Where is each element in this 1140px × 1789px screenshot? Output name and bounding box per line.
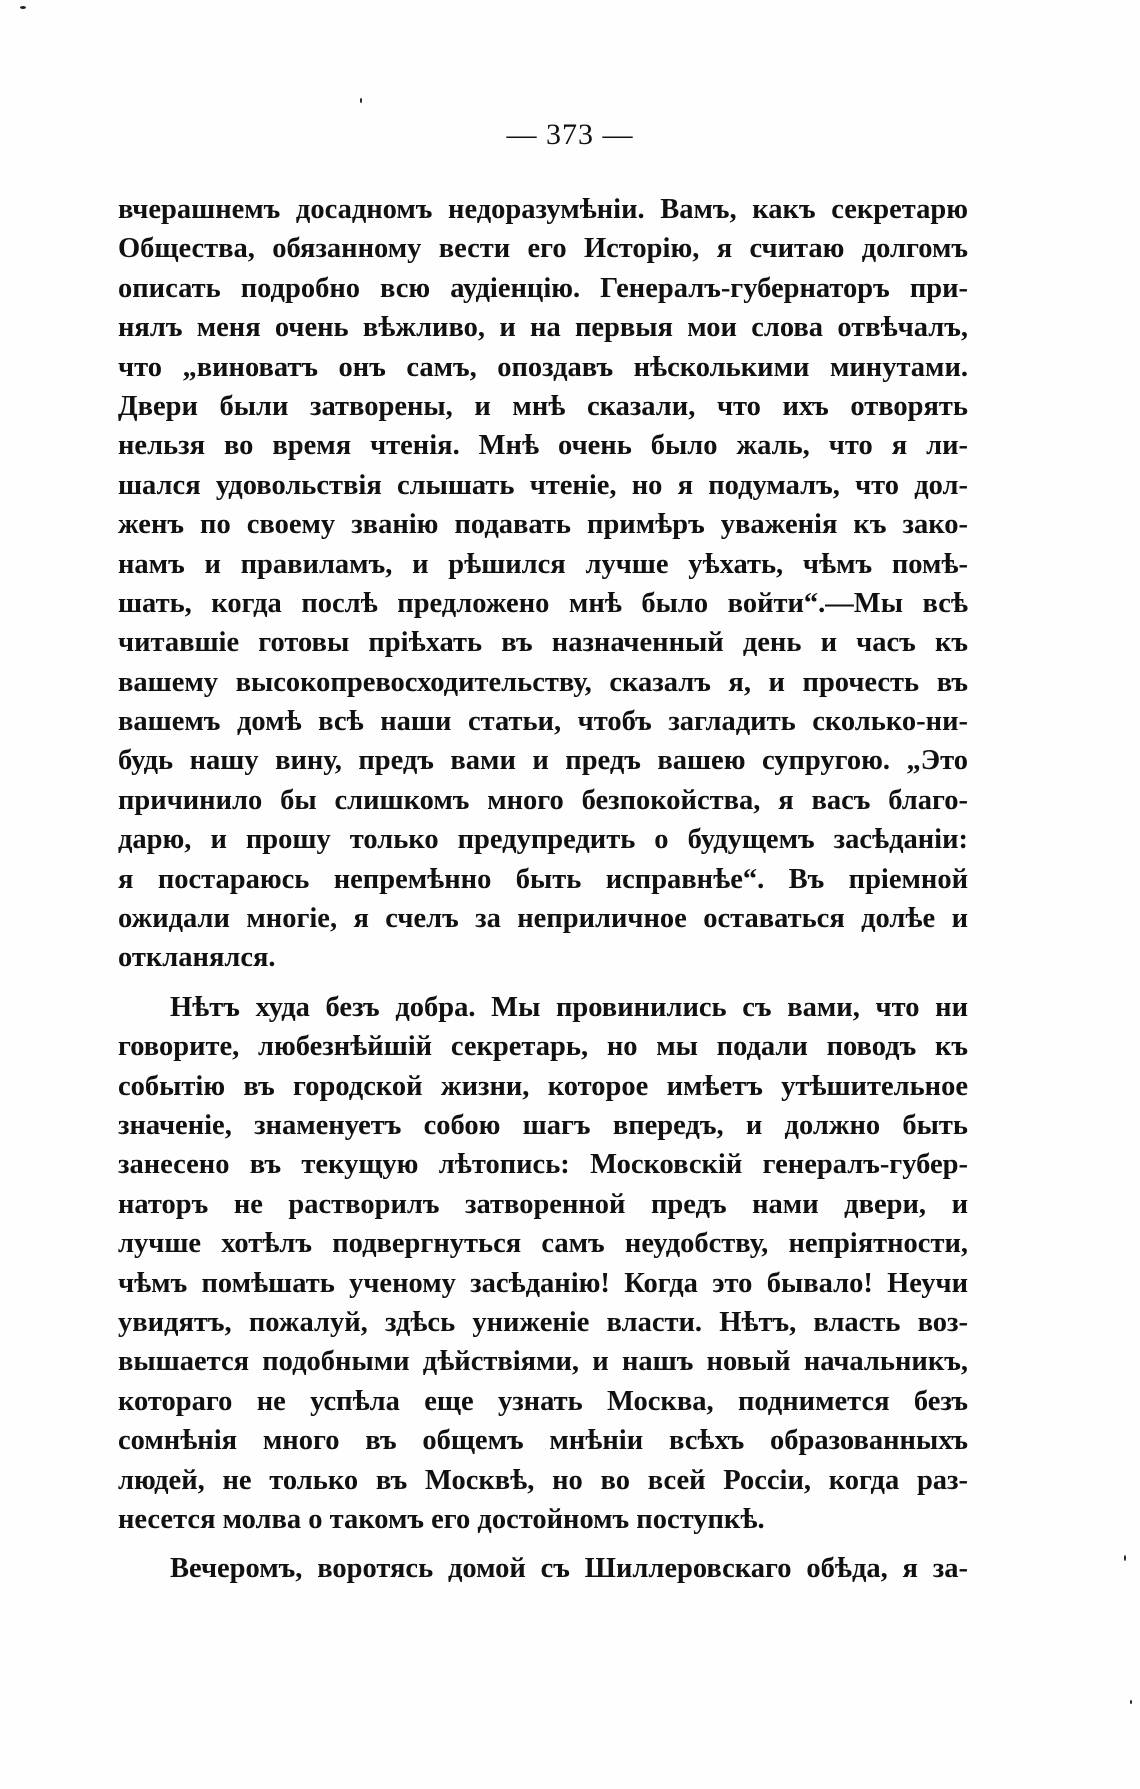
page-number: — 373 — xyxy=(506,118,634,151)
text-line: вчерашнемъ досадномъ недоразумѣніи. Вамъ, какъ секретарю xyxy=(118,194,968,225)
text-line: Нѣтъ худа безъ добра. Мы провинились съ вами, что ни xyxy=(170,991,968,1023)
text-line: нялъ меня очень вѣжливо, и на первыя мои слова отвѣчалъ, xyxy=(118,312,968,344)
paragraph-gap xyxy=(118,1539,968,1549)
text-line: нельзя во время чтенія. Мнѣ очень было жаль, что я ли- xyxy=(118,430,968,462)
paragraph-gap xyxy=(118,978,968,988)
text-line: ожидали многіе, я счелъ за неприличное оставаться долѣе и xyxy=(118,903,968,935)
scan-speck xyxy=(1130,1700,1132,1704)
text-line: сомнѣнія много въ общемъ мнѣніи всѣхъ образованныхъ xyxy=(118,1425,968,1457)
text-line: намъ и правиламъ, и рѣшился лучше уѣхать, чѣмъ помѣ- xyxy=(118,548,968,580)
text-line: говорите, любезнѣйшій секретарь, но мы подали поводъ къ xyxy=(118,1031,968,1063)
text-line: занесено въ текущую лѣтопись: Московскій генералъ-губер- xyxy=(118,1149,968,1181)
text-line: событію въ городской жизни, которое имѣетъ утѣшительное xyxy=(118,1070,968,1102)
text-line: наторъ не растворилъ затворенной предъ нами двери, и xyxy=(118,1188,968,1220)
text-line: что „виноватъ онъ самъ, опоздавъ нѣсколькими минутами. xyxy=(118,351,968,383)
text-line: Общества, обязанному вести его Исторію, я считаю долгомъ xyxy=(118,233,968,265)
body-text xyxy=(118,190,968,1589)
text-line: Вечеромъ, воротясь домой съ Шиллеровскаго обѣда, я за- xyxy=(170,1553,968,1585)
text-line: шать, когда послѣ предложено мнѣ было войти“.—Мы всѣ xyxy=(118,587,968,619)
text-line: вашему высокопревосходительству, сказалъ я, и прочесть въ xyxy=(118,666,968,698)
text-line: Двери были затворены, и мнѣ сказали, что ихъ отворять xyxy=(118,390,968,422)
text-line: шался удовольствія слышать чтеніе, но я подумалъ, что дол- xyxy=(118,469,968,501)
scan-speck xyxy=(360,98,362,103)
text-line: вышается подобными дѣйствіями, и нашъ новый начальникъ, xyxy=(118,1346,968,1378)
text-line: вашемъ домѣ всѣ наши статьи, чтобъ загладить сколько-ни- xyxy=(118,706,968,738)
text-line: чѣмъ помѣшать ученому засѣданію! Когда это бывало! Неучи xyxy=(118,1267,968,1299)
text-line: откланялся. xyxy=(118,942,276,974)
text-line: несется молва о такомъ его достойномъ поступкѣ. xyxy=(118,1503,765,1535)
scan-speck xyxy=(1124,1555,1126,1561)
text-line: лучше хотѣлъ подвергнуться самъ неудобству, непріятности, xyxy=(118,1228,968,1260)
scan-speck xyxy=(20,6,26,9)
text-line: описать подробно всю аудіенцію. Генералъ-губернаторъ при- xyxy=(118,272,968,304)
text-line: будь нашу вину, предъ вами и предъ вашею супругою. „Это xyxy=(118,745,968,777)
text-line: значеніе, знаменуетъ собою шагъ впередъ, и должно быть xyxy=(118,1109,968,1141)
text-line: увидятъ, пожалуй, здѣсь униженіе власти. Нѣтъ, власть воз- xyxy=(118,1306,968,1338)
text-line: причинило бы слишкомъ много безпокойства, я васъ благо- xyxy=(118,784,968,816)
text-line: я постараюсь непремѣнно быть исправнѣе“. Въ пріемной xyxy=(118,863,968,895)
text-line: людей, не только въ Москвѣ, но во всей Россіи, когда раз- xyxy=(118,1464,968,1496)
text-line: женъ по своему званію подавать примѣръ уваженія къ зако- xyxy=(118,509,968,541)
text-line: дарю, и прошу только предупредить о будущемъ засѣданіи: xyxy=(118,824,968,856)
text-line: котораго не успѣла еще узнать Москва, поднимется безъ xyxy=(118,1385,968,1417)
text-line: читавшіе готовы пріѣхать въ назначенный день и часъ къ xyxy=(118,627,968,659)
